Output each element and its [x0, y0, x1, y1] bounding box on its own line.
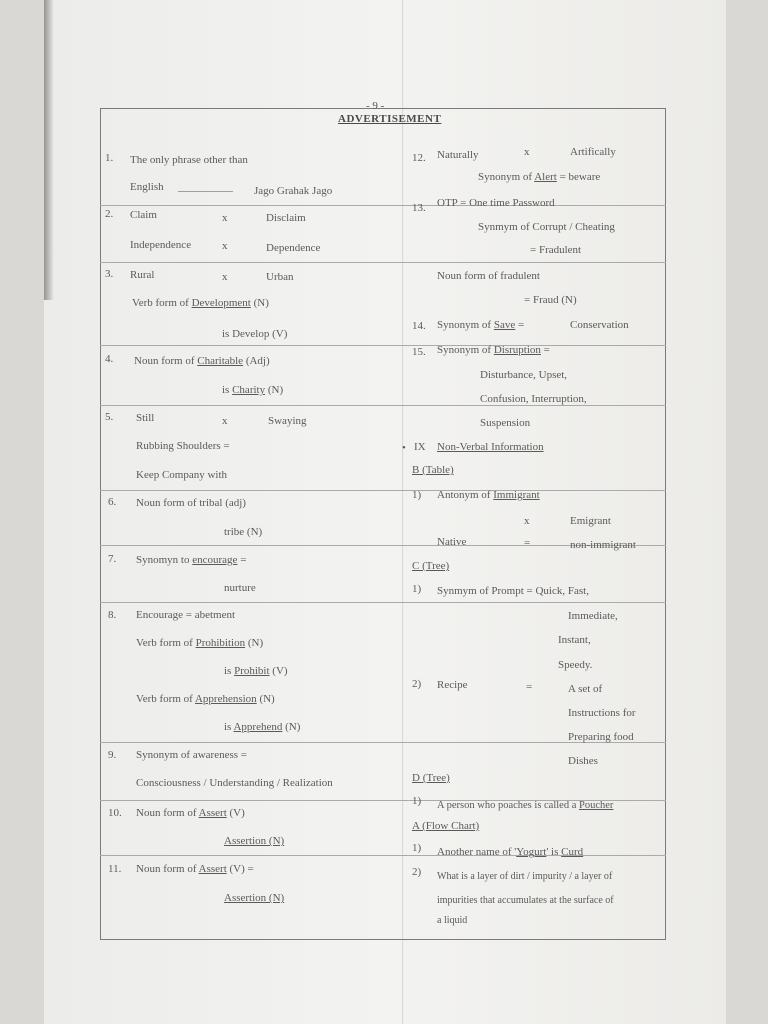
item-text: Consciousness / Understanding / Realization	[136, 777, 333, 789]
item-number: 2)	[412, 678, 422, 690]
page-heading: ADVERTISEMENT	[338, 113, 442, 125]
item-text: Assertion (N)	[224, 835, 285, 847]
item-text: Dependence	[266, 242, 321, 254]
item-number: 12.	[412, 152, 426, 164]
item-number: 8.	[108, 609, 117, 621]
item-text: impurities that accumulates at the surface of	[437, 895, 614, 906]
item-text: Noun form of fradulent	[437, 270, 540, 282]
item-number: 1)	[412, 795, 422, 807]
item-text: Encourage = abetment	[136, 609, 236, 621]
item-text: Antonym of Immigrant	[437, 489, 540, 501]
antonym-mark: x	[524, 515, 530, 527]
item-number: 13.	[412, 202, 426, 214]
item-text: Disclaim	[266, 212, 306, 224]
equals-mark: =	[526, 681, 533, 693]
item-number: 5.	[105, 411, 114, 423]
item-text: non-immigrant	[570, 539, 636, 551]
item-text: Noun form of Charitable (Adj)	[134, 355, 270, 367]
section-title: Non-Verbal Information	[437, 441, 544, 453]
item-text: Native	[437, 536, 467, 548]
item-text: Synonym of Save =	[437, 319, 525, 331]
item-number: 1)	[412, 842, 422, 854]
antonym-mark: x	[524, 146, 530, 158]
item-number: 3.	[105, 268, 114, 280]
item-text: nurture	[224, 582, 256, 594]
item-number: 4.	[105, 353, 114, 365]
item-text: is Apprehend (N)	[224, 721, 301, 733]
item-text: Dishes	[568, 755, 598, 767]
item-text: Conservation	[570, 319, 629, 331]
item-text: Swaying	[268, 415, 307, 427]
item-text: Synmym of Prompt = Quick, Fast,	[437, 585, 589, 597]
item-text: Recipe	[437, 679, 468, 691]
item-text: is Charity (N)	[222, 384, 284, 396]
item-text: Confusion, Interruption,	[480, 393, 587, 405]
item-number: 11.	[108, 863, 122, 875]
item-text: Independence	[130, 239, 192, 251]
antonym-mark: x	[222, 212, 228, 224]
row-divider	[100, 205, 666, 206]
subsection-title: C (Tree)	[412, 560, 450, 572]
item-number: 1)	[412, 583, 422, 595]
equals-mark: =	[524, 537, 531, 549]
item-text: Urban	[266, 271, 294, 283]
bullet: •	[402, 442, 406, 454]
item-text: = Fraud (N)	[524, 294, 577, 306]
antonym-mark: x	[222, 271, 228, 283]
item-text: Still	[136, 412, 155, 424]
item-text: Jago Grahak Jago	[254, 185, 333, 197]
item-text: Claim	[130, 209, 157, 221]
item-text: Synmym of Corrupt / Cheating	[478, 221, 615, 233]
item-text: Emigrant	[570, 515, 611, 527]
row-divider	[100, 262, 666, 263]
item-text: Verb form of Apprehension (N)	[136, 693, 275, 705]
item-text: Synonym of Alert = beware	[478, 171, 601, 183]
antonym-mark: x	[222, 415, 228, 427]
item-text: Immediate,	[568, 610, 618, 622]
item-text: What is a layer of dirt / impurity / a layer of	[437, 871, 613, 882]
section-number: IX	[414, 441, 426, 453]
item-text: Preparing food	[568, 731, 634, 743]
row-divider	[100, 345, 666, 346]
item-number: 1.	[105, 152, 114, 164]
item-text: Keep Company with	[136, 469, 228, 481]
item-text: A set of	[568, 683, 603, 695]
subsection-title: A (Flow Chart)	[412, 820, 480, 832]
item-text: Speedy.	[558, 659, 593, 671]
item-text: The only phrase other than	[130, 154, 248, 166]
item-number: 2.	[105, 208, 114, 220]
item-text: Synonym of awareness =	[136, 749, 247, 761]
item-text: Rubbing Shoulders =	[136, 440, 230, 452]
item-number: 1)	[412, 489, 422, 501]
item-text: Instructions for	[568, 707, 636, 719]
item-number: 6.	[108, 496, 117, 508]
subsection-title: D (Tree)	[412, 772, 450, 784]
item-text: Another name of 'Yogurt' is Curd	[437, 846, 584, 858]
item-text: is Develop (V)	[222, 328, 288, 340]
fill-blank: __________	[178, 181, 233, 193]
item-text: a liquid	[437, 915, 468, 926]
item-text: Naturally	[437, 149, 479, 161]
item-text: Noun form of Assert (V) =	[136, 863, 254, 875]
item-text: Suspension	[480, 417, 531, 429]
item-text: Disturbance, Upset,	[480, 369, 568, 381]
item-text: Noun form of Assert (V)	[136, 807, 245, 819]
item-text: Synonym of Disruption =	[437, 344, 550, 356]
page-number: - 9 -	[366, 100, 385, 112]
item-text: Rural	[130, 269, 155, 281]
item-text: Assertion (N)	[224, 892, 285, 904]
item-text: A person who poaches is called a Poucher	[437, 800, 614, 811]
item-number: 10.	[108, 807, 122, 819]
item-number: 2)	[412, 866, 422, 878]
subsection-title: B (Table)	[412, 464, 454, 476]
item-text: Noun form of tribal (adj)	[136, 497, 246, 509]
item-text: Verb form of Prohibition (N)	[136, 637, 264, 649]
item-text: Verb form of Development (N)	[132, 297, 269, 309]
item-text: is Prohibit (V)	[224, 665, 288, 677]
item-text: Instant,	[558, 634, 591, 646]
item-text: OTP = One time Password	[437, 197, 555, 209]
row-divider	[100, 490, 666, 491]
item-text: English	[130, 181, 164, 193]
item-text: Synomyn to encourage =	[136, 554, 247, 566]
item-number: 7.	[108, 553, 117, 565]
item-text: tribe (N)	[224, 526, 263, 538]
item-number: 14.	[412, 320, 426, 332]
item-text: Artifically	[570, 146, 616, 158]
item-text: = Fradulent	[530, 244, 582, 256]
item-number: 9.	[108, 749, 117, 761]
item-number: 15.	[412, 346, 426, 358]
page-shadow	[44, 0, 54, 300]
row-divider	[100, 602, 666, 603]
antonym-mark: x	[222, 240, 228, 252]
